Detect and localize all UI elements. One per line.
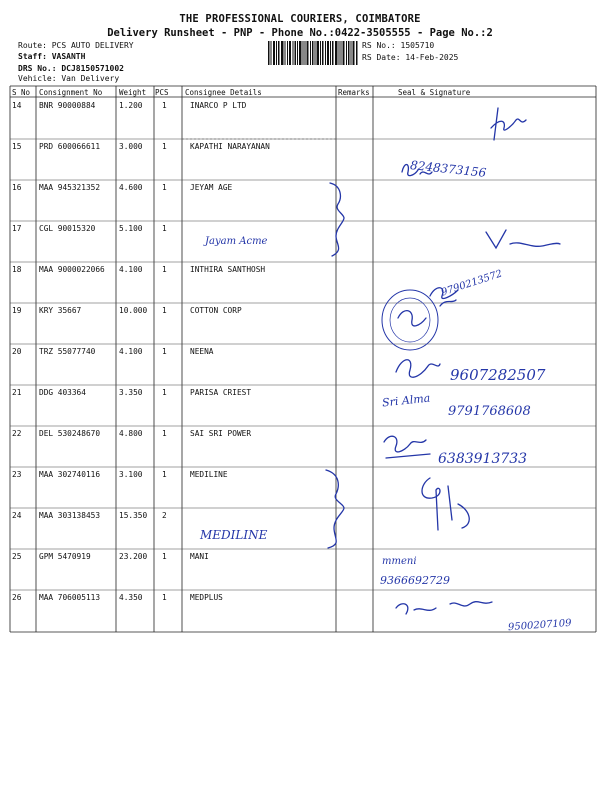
cell-sno: 25	[12, 552, 22, 561]
staff-label: Staff: VASANTH	[18, 52, 86, 61]
cell-sno: 26	[12, 593, 22, 602]
cell-consignment: PRD 600066611	[39, 142, 101, 151]
route-label: Route: PCS AUTO DELIVERY	[18, 41, 134, 50]
cell-sno: 16	[12, 183, 22, 192]
signature-row22	[384, 436, 430, 458]
cell-consignment: KRY 35667	[39, 306, 82, 315]
stamp-row19	[382, 290, 438, 350]
cell-pcs: 1	[162, 470, 167, 479]
cell-pcs: 1	[162, 347, 167, 356]
cell-weight: 4.600	[119, 183, 143, 192]
cell-weight: 3.000	[119, 142, 143, 151]
signature-row14	[491, 108, 526, 140]
runsheet-subtitle: Delivery Runsheet - PNP - Phone No.:0422-3505555 - Page No.:2	[107, 27, 493, 39]
col-header-weight: Weight	[119, 88, 147, 97]
cell-pcs: 1	[162, 142, 167, 151]
handwritten-name-row25: mmeni	[382, 556, 417, 567]
cell-pcs: 1	[162, 593, 167, 602]
handwritten-phone-row21: 9791768608	[448, 404, 531, 419]
cell-consignment: DDG 403364	[39, 388, 86, 397]
handwritten-phone-row26: 9500207109	[507, 617, 572, 634]
cell-consignee: MEDILINE	[190, 470, 228, 479]
cell-sno: 19	[12, 306, 22, 315]
cell-weight: 10.000	[119, 306, 148, 315]
drs-number: DRS No.: DCJ8150571002	[18, 64, 124, 73]
cell-consignment: DEL 530248670	[39, 429, 101, 438]
handwritten-name-row17: Jayam Acme	[205, 236, 268, 247]
cell-weight: 5.100	[119, 224, 143, 233]
cell-weight: 1.200	[119, 101, 143, 110]
brace-rows-23-24	[326, 470, 344, 548]
cell-sno: 20	[12, 347, 22, 356]
cell-pcs: 2	[162, 511, 167, 520]
col-header-remarks: Remarks	[338, 88, 370, 97]
handwritten-phone-row20: 9607282507	[450, 366, 546, 384]
cell-consignee: INARCO P LTD	[190, 101, 247, 110]
cell-sno: 23	[12, 470, 22, 479]
signature-row17	[486, 230, 560, 248]
col-header-pcs: PCS	[155, 88, 169, 97]
cell-pcs: 1	[162, 183, 167, 192]
cell-consignee: JEYAM AGE	[190, 183, 233, 192]
signature-row26	[396, 602, 492, 614]
cell-consignment: MAA 945321352	[39, 183, 101, 192]
signature-row20	[396, 360, 440, 378]
cell-sno: 22	[12, 429, 22, 438]
cell-consignee: KAPATHI NARAYANAN	[190, 142, 270, 151]
handwritten-name-row21: Sri Alma	[381, 391, 431, 410]
cell-sno: 24	[12, 511, 22, 520]
col-header-sno: S No	[12, 88, 31, 97]
cell-consignee: PARISA CRIEST	[190, 388, 252, 397]
cell-sno: 18	[12, 265, 22, 274]
cell-consignee: MEDPLUS	[190, 593, 223, 602]
cell-consignment: MAA 303138453	[39, 511, 101, 520]
cell-consignment: GPM 5470919	[39, 552, 91, 561]
cell-consignment: MAA 302740116	[39, 470, 101, 479]
cell-consignment: BNR 90000884	[39, 101, 96, 110]
cell-weight: 4.100	[119, 347, 143, 356]
cell-weight: 15.350	[119, 511, 148, 520]
cell-consignee: SAI SRI POWER	[190, 429, 252, 438]
handwritten-phone-row15: 8248373156	[409, 158, 487, 180]
cell-sno: 21	[12, 388, 22, 397]
rs-number: RS No.: 1505710	[362, 41, 435, 50]
brace-rows-16-17	[330, 183, 344, 256]
cell-pcs: 1	[162, 552, 167, 561]
handwritten-phone-row25: 9366692729	[380, 574, 450, 587]
cell-pcs: 1	[162, 101, 167, 110]
cell-pcs: 1	[162, 265, 167, 274]
cell-sno: 15	[12, 142, 22, 151]
cell-pcs: 1	[162, 306, 167, 315]
cell-weight: 4.100	[119, 265, 143, 274]
cell-pcs: 1	[162, 388, 167, 397]
runsheet-title: THE PROFESSIONAL COURIERS, COIMBATORE	[179, 13, 421, 25]
signature-row23-24	[422, 478, 469, 530]
cell-weight: 3.100	[119, 470, 143, 479]
cell-sno: 17	[12, 224, 22, 233]
cell-consignment: TRZ 55077740	[39, 347, 96, 356]
handwritten-phone-row18: 9790213572	[439, 268, 504, 299]
rs-date: RS Date: 14-Feb-2025	[362, 53, 459, 62]
col-header-seal-signature: Seal & Signature	[398, 88, 471, 97]
handwritten-name-row24: MEDILINE	[200, 528, 268, 542]
barcode-image	[268, 41, 358, 65]
cell-consignment: CGL 90015320	[39, 224, 96, 233]
cell-consignee: COTTON CORP	[190, 306, 242, 315]
cell-consignee: INTHIRA SANTHOSH	[190, 265, 266, 274]
cell-consignment: MAA 9000022066	[39, 265, 105, 274]
cell-pcs: 1	[162, 224, 167, 233]
handwritten-phone-row22: 6383913733	[438, 451, 528, 467]
cell-consignment: MAA 706005113	[39, 593, 101, 602]
col-header-consignee: Consignee Details	[185, 88, 262, 97]
cell-weight: 4.800	[119, 429, 143, 438]
col-header-consignment: Consignment No	[39, 88, 103, 97]
vehicle-label: Vehicle: Van Delivery	[18, 74, 120, 83]
cell-consignee: NEENA	[190, 347, 214, 356]
cell-pcs: 1	[162, 429, 167, 438]
cell-weight: 4.350	[119, 593, 143, 602]
cell-weight: 23.200	[119, 552, 148, 561]
cell-consignee: MANI	[190, 552, 209, 561]
cell-sno: 14	[12, 101, 22, 110]
cell-weight: 3.350	[119, 388, 143, 397]
